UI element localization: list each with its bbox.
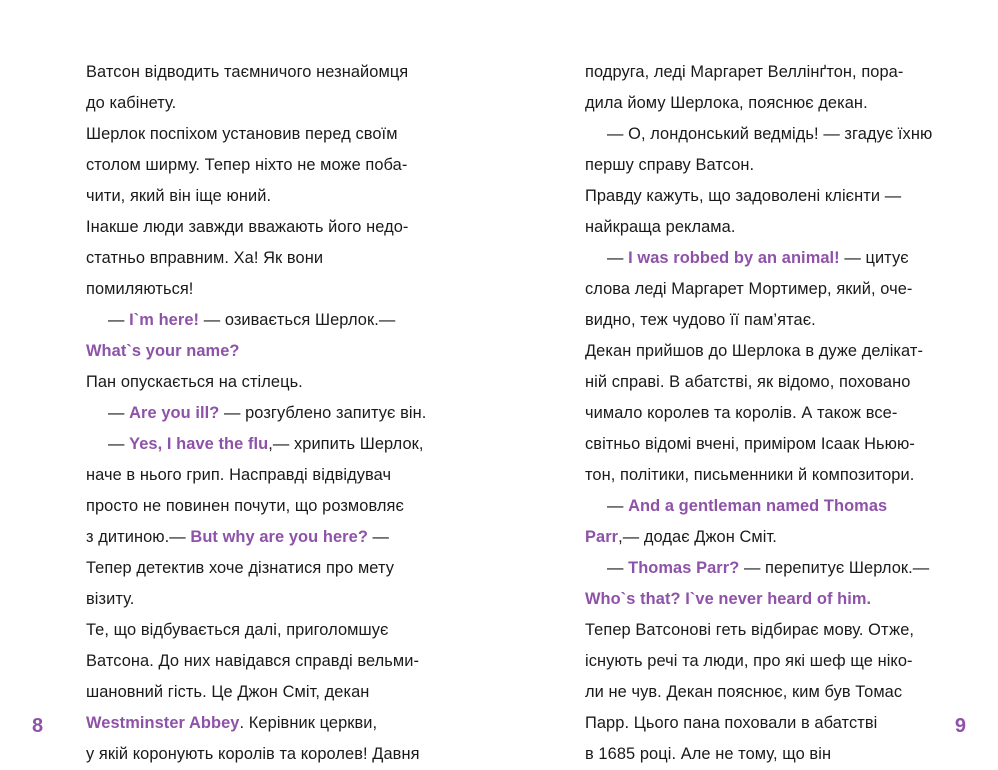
body-text: ли не чув. Декан пояснює, ким був Томас <box>585 683 903 701</box>
body-text: — <box>108 311 130 329</box>
text-line <box>585 367 945 398</box>
text-line <box>585 212 945 243</box>
body-text: просто не повинен почути, що розмовляє <box>86 497 404 515</box>
body-text: — О, лондонський ведмідь! — згадує їхню <box>607 125 933 143</box>
english-phrase: What`s your name? <box>86 342 240 360</box>
english-phrase: Yes, I have the flu <box>129 435 269 453</box>
text-line <box>585 150 945 181</box>
body-text: тон, політики, письменники й композитори. <box>585 466 915 484</box>
text-line <box>585 181 945 212</box>
body-text: — розгублено запитує він. <box>219 404 427 422</box>
text-line <box>86 119 446 150</box>
body-text: помиляються! <box>86 280 194 298</box>
body-text: статньо вправним. Ха! Як вони <box>86 249 324 267</box>
text-line <box>585 274 945 305</box>
english-phrase: Westminster Abbey <box>86 714 240 732</box>
body-text: — цитує <box>839 249 909 267</box>
text-line <box>585 615 945 646</box>
english-phrase: But why are you here? <box>190 528 368 546</box>
body-text: Ватсон відводить таємничого незнайомця <box>86 63 409 81</box>
text-line <box>86 398 446 429</box>
text-line <box>585 336 945 367</box>
body-text: найкраща реклама. <box>585 218 736 236</box>
body-text: — <box>607 249 629 267</box>
text-line <box>86 243 446 274</box>
body-text: — <box>367 528 390 546</box>
text-line <box>86 305 446 336</box>
english-phrase: I`m here! <box>129 311 200 329</box>
english-phrase: Parr <box>585 528 619 546</box>
page-left <box>0 0 499 768</box>
body-text: ній справі. В абатстві, як відомо, поховано <box>585 373 911 391</box>
english-phrase: Thomas Parr? <box>628 559 740 577</box>
text-line <box>86 708 446 739</box>
body-text: в 1685 році. Але не тому, що він <box>585 745 832 763</box>
text-line <box>86 615 446 646</box>
text-line <box>86 367 446 398</box>
text-line <box>86 677 446 708</box>
body-text: — <box>108 435 130 453</box>
text-line <box>585 708 945 739</box>
body-text: Те, що відбувається далі, приголомшує <box>86 621 389 639</box>
body-text: Шерлок поспіхом установив перед своїм <box>86 125 398 143</box>
text-line <box>585 119 945 150</box>
english-phrase: Are you ill? <box>129 404 220 422</box>
english-phrase: Who`s that? I`ve never heard of him. <box>585 590 872 608</box>
body-text: до кабінету. <box>86 94 177 112</box>
body-text: — озивається Шерлок.— <box>199 311 396 329</box>
body-text: видно, теж чудово її пам’ятає. <box>585 311 816 329</box>
body-text: візиту. <box>86 590 135 608</box>
body-text: Декан прийшов до Шерлока в дуже делікат- <box>585 342 923 360</box>
body-text: . Керівник церкви, <box>239 714 378 732</box>
body-text: ,— хрипить Шерлок, <box>268 435 424 453</box>
body-text: наче в нього грип. Насправді відвідувач <box>86 466 392 484</box>
body-text: світньо відомі вчені, приміром Ісаак Ньюю- <box>585 435 915 453</box>
text-line <box>585 584 945 615</box>
text-line <box>86 88 446 119</box>
text-line <box>585 243 945 274</box>
text-line <box>585 57 945 88</box>
body-text: першу справу Ватсон. <box>585 156 755 174</box>
text-line <box>86 491 446 522</box>
left-page-text-column <box>86 57 446 770</box>
body-text: Ватсона. До них навідався справді вельми- <box>86 652 420 670</box>
body-text: Пан опускається на стілець. <box>86 373 303 391</box>
text-line <box>86 584 446 615</box>
text-line <box>86 57 446 88</box>
body-text: подруга, леді Маргарет Веллінґтон, пора- <box>585 63 904 81</box>
body-text: столом ширму. Тепер ніхто не може поба- <box>86 156 408 174</box>
body-text: у якій коронують королів та королев! Давня <box>86 745 420 763</box>
text-line <box>86 181 446 212</box>
text-line <box>585 739 945 770</box>
page-number-right: 9 <box>954 715 966 737</box>
page-number-left: 8 <box>32 715 44 737</box>
body-text: Правду кажуть, що задоволені клієнти — <box>585 187 902 205</box>
body-text: ,— додає Джон Сміт. <box>618 528 777 546</box>
text-line <box>86 150 446 181</box>
body-text: — перепитує Шерлок.— <box>739 559 930 577</box>
text-line <box>86 274 446 305</box>
body-text: Тепер детектив хоче дізнатися про мету <box>86 559 395 577</box>
text-line <box>86 212 446 243</box>
text-line <box>86 429 446 460</box>
body-text: з дитиною.— <box>86 528 191 546</box>
text-line <box>86 646 446 677</box>
text-line <box>585 460 945 491</box>
text-line <box>86 553 446 584</box>
text-line <box>585 305 945 336</box>
body-text: Інакше люди завжди вважають його недо- <box>86 218 409 236</box>
text-line <box>585 491 945 522</box>
text-line <box>585 522 945 553</box>
text-line <box>585 429 945 460</box>
text-line <box>86 522 446 553</box>
text-line <box>585 646 945 677</box>
body-text: — <box>607 559 629 577</box>
body-text: Парр. Цього пана поховали в абатстві <box>585 714 878 732</box>
body-text: шановний гість. Це Джон Сміт, декан <box>86 683 370 701</box>
body-text: чимало королев та королів. А також все- <box>585 404 898 422</box>
body-text: дила йому Шерлока, пояснює декан. <box>585 94 868 112</box>
text-line <box>585 677 945 708</box>
body-text: існують речі та люди, про які шеф ще ніко- <box>585 652 913 670</box>
body-text: слова леді Маргарет Мортимер, який, оче- <box>585 280 913 298</box>
body-text: чити, який він іще юний. <box>86 187 272 205</box>
text-line <box>585 88 945 119</box>
text-line <box>86 336 446 367</box>
body-text: Тепер Ватсонові геть відбирає мову. Отже, <box>585 621 915 639</box>
text-line <box>585 398 945 429</box>
english-phrase: And a gentleman named Thomas <box>628 497 888 515</box>
body-text: — <box>108 404 130 422</box>
text-line <box>86 460 446 491</box>
right-page-text-column <box>585 57 945 770</box>
english-phrase: I was robbed by an animal! <box>628 249 840 267</box>
page-right <box>499 0 998 768</box>
body-text: — <box>607 497 629 515</box>
text-line <box>86 739 446 770</box>
text-line <box>585 553 945 584</box>
